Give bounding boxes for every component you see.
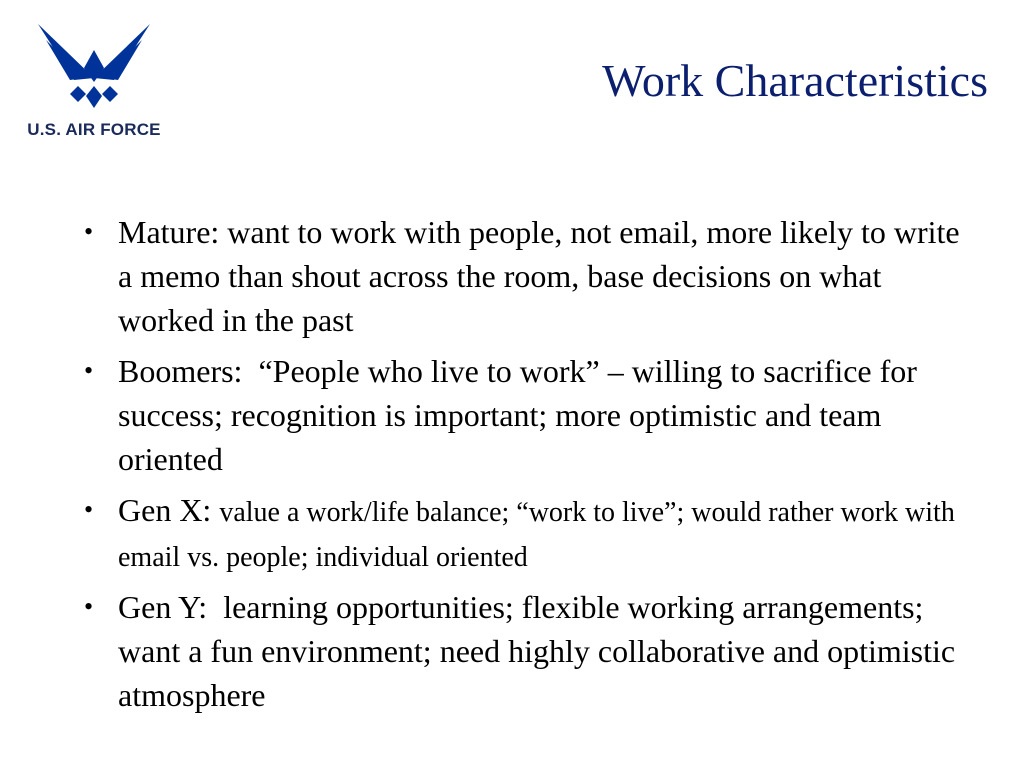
bullet-body: learning opportunities; flexible working arrangements; want a fun environment; need highly collaborative and optimistic atmosphere bbox=[118, 589, 956, 713]
bullet-body: “People who live to work” – willing to sacrifice for success; recognition is important; more optimistic and team oriented bbox=[118, 353, 917, 477]
bullet-boomers bbox=[82, 349, 972, 481]
bullet-term: Gen Y: bbox=[118, 589, 208, 625]
bullet-term: Boomers: bbox=[118, 353, 243, 389]
bullet-dot-icon: • bbox=[84, 356, 94, 385]
bullet-dot-icon: • bbox=[84, 592, 94, 621]
air-force-wings-icon bbox=[38, 20, 150, 110]
bullet-gen-x bbox=[82, 488, 972, 578]
bullet-term: Mature: bbox=[118, 214, 220, 250]
slide-title: Work Characteristics bbox=[602, 55, 988, 106]
bullet-mature bbox=[82, 210, 972, 342]
bullet-body: want to work with people, not email, more likely to write a memo than shout across the room, base decisions on what worked in the past bbox=[118, 214, 960, 338]
bullet-dot-icon: • bbox=[84, 495, 94, 524]
logo-text: U.S. AIR FORCE bbox=[27, 120, 161, 139]
air-force-logo bbox=[14, 20, 174, 142]
bullet-gen-y bbox=[82, 585, 972, 717]
bullet-body: value a work/life balance; “work to live”; would rather work with email vs. people; individual oriented bbox=[118, 497, 955, 573]
bullet-term: Gen X: bbox=[118, 492, 212, 528]
bullet-list bbox=[82, 210, 972, 724]
bullet-dot-icon: • bbox=[84, 217, 94, 246]
